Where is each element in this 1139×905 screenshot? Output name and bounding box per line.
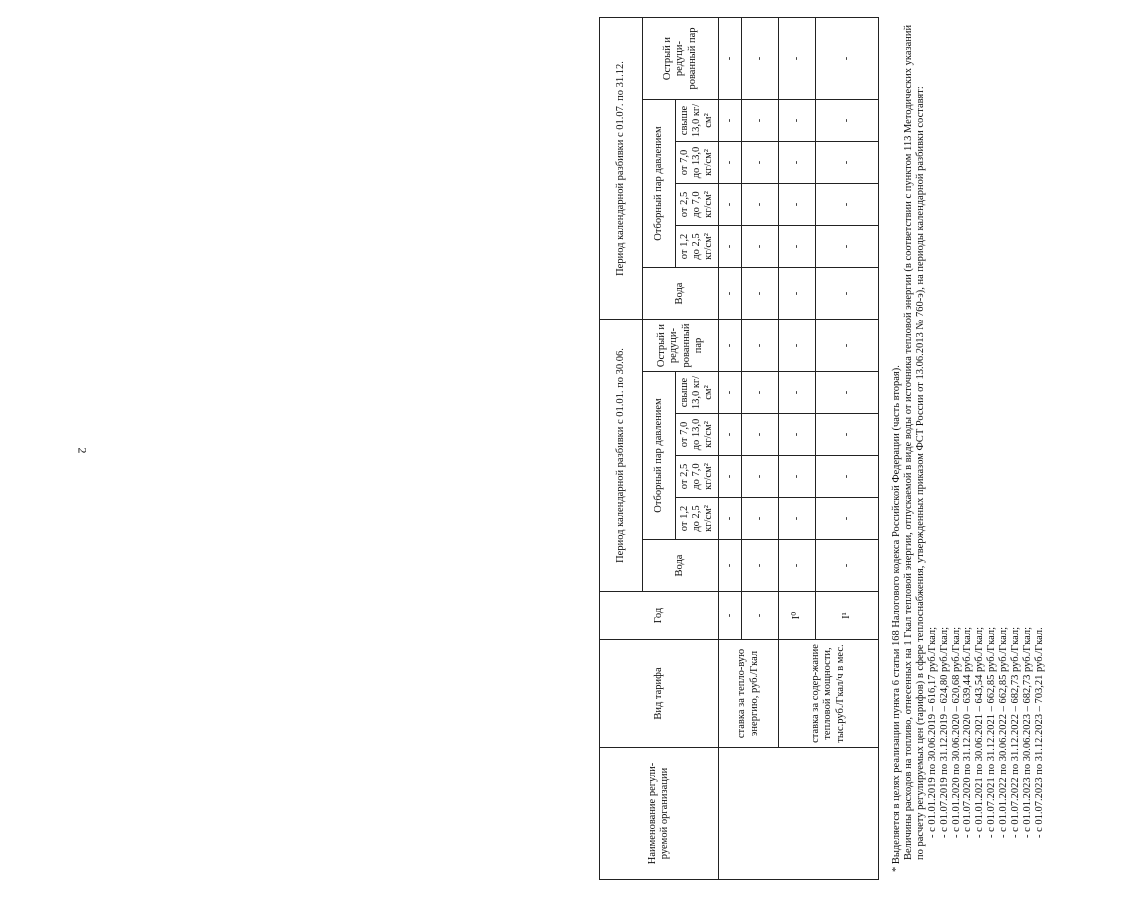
- header-org-name: Наименование регули-руемой организации: [600, 748, 719, 880]
- header-pressure-3: от 7,0 до 13,0 кг/см²: [676, 414, 719, 456]
- org-name-cell: [719, 748, 879, 880]
- header-period-2: Период календарной разбивки с 01.07. по 31.12.: [600, 18, 643, 320]
- list-item: - с 01.07.2019 по 31.12.2019 – 624,80 руб./Гкал;: [938, 626, 950, 838]
- rotated-page-content: [599, 18, 1139, 880]
- value-cell: -: [742, 540, 779, 592]
- header-pressure-1: от 1,2 до 2,5 кг/см²: [676, 226, 719, 268]
- header-pressure-1: от 1,2 до 2,5 кг/см²: [676, 498, 719, 540]
- header-water-2: Вода: [643, 268, 719, 320]
- year-cell: I¹: [816, 592, 879, 640]
- list-item: - с 01.01.2022 по 30.06.2022 – 662,85 руб./Гкал;: [998, 626, 1010, 838]
- value-cell: -: [816, 184, 879, 226]
- list-item: - с 01.01.2021 по 30.06.2021 – 643,54 руб./Гкал;: [974, 626, 986, 838]
- value-cell: -: [719, 184, 742, 226]
- value-cell: -: [816, 268, 879, 320]
- list-item: - с 01.01.2023 по 30.06.2023 – 682,73 руб./Гкал;: [1021, 626, 1033, 838]
- header-pressure-2: от 2,5 до 7,0 кг/см²: [676, 456, 719, 498]
- value-cell: -: [742, 414, 779, 456]
- value-cell: -: [719, 498, 742, 540]
- value-cell: -: [779, 100, 816, 142]
- value-cell: -: [719, 100, 742, 142]
- page-number: 2: [75, 447, 90, 454]
- value-cell: -: [779, 456, 816, 498]
- value-cell: -: [816, 498, 879, 540]
- header-tariff-type: Вид тарифа: [600, 640, 719, 748]
- header-pressure-4: свыше 13,0 кг/см²: [676, 372, 719, 414]
- value-cell: -: [719, 320, 742, 372]
- header-steam-selected-1: Отборный пар давлением: [643, 372, 676, 540]
- year-cell: -: [719, 592, 742, 640]
- value-cell: -: [742, 184, 779, 226]
- table-row: [719, 18, 742, 880]
- value-cell: -: [742, 226, 779, 268]
- fuel-cost-paragraph: Величины расходов на топливо, отнесенных на 1 Гкал тепловой энергии, отпускаемой в виде воды от источника тепловой энергии (в соответствии с пунктом 113 Методических указаний по расчету регулируемых цен (тарифов) в сфере теплоснабжения, утвержденных приказом ФСТ России от 13.06.2013 № 760-э), на периоды календарной разбивки составят:: [902, 24, 926, 860]
- header-water-1: Вода: [643, 540, 719, 592]
- value-cell: -: [816, 372, 879, 414]
- header-year: Год: [600, 592, 719, 640]
- value-cell: -: [719, 372, 742, 414]
- value-cell: -: [779, 142, 816, 184]
- list-item: - с 01.07.2022 по 31.12.2022 – 682,73 руб./Гкал;: [1010, 626, 1022, 838]
- value-cell: -: [719, 456, 742, 498]
- value-cell: -: [816, 456, 879, 498]
- tariff-table: [599, 17, 879, 880]
- footnote: * Выделяется в целях реализации пункта 6 статьи 168 Налогового кодекса Российской Федерации (часть вторая).: [891, 365, 902, 872]
- value-cell: -: [742, 142, 779, 184]
- list-item: - с 01.01.2020 по 30.06.2020 – 620,68 руб./Гкал;: [950, 626, 962, 838]
- header-steam-sharp-2: Острый и редуци-рованный пар: [643, 18, 719, 100]
- value-cell: -: [816, 100, 879, 142]
- value-cell: -: [816, 540, 879, 592]
- value-cell: -: [719, 540, 742, 592]
- value-cell: -: [742, 372, 779, 414]
- value-cell: -: [719, 226, 742, 268]
- value-cell: -: [742, 268, 779, 320]
- year-cell: -: [742, 592, 779, 640]
- header-steam-selected-2: Отборный пар давлением: [643, 100, 676, 268]
- value-cell: -: [719, 142, 742, 184]
- fuel-cost-list: [927, 22, 1046, 872]
- value-cell: -: [779, 184, 816, 226]
- value-cell: -: [742, 498, 779, 540]
- value-cell: -: [816, 414, 879, 456]
- header-period-1: Период календарной разбивки с 01.01. по 30.06.: [600, 320, 643, 592]
- value-cell: -: [779, 226, 816, 268]
- value-cell: -: [742, 320, 779, 372]
- list-item: - с 01.07.2020 по 31.12.2020 – 639,44 руб./Гкал;: [962, 626, 974, 838]
- value-cell: -: [779, 540, 816, 592]
- list-item: - с 01.07.2021 по 31.12.2021 – 662,85 руб./Гкал;: [986, 626, 998, 838]
- value-cell: -: [719, 414, 742, 456]
- header-pressure-3: от 7,0 до 13,0 кг/см²: [676, 142, 719, 184]
- value-cell: -: [779, 320, 816, 372]
- value-cell: -: [742, 18, 779, 100]
- value-cell: -: [779, 414, 816, 456]
- value-cell: -: [742, 100, 779, 142]
- value-cell: -: [742, 456, 779, 498]
- list-item: - с 01.01.2019 по 30.06.2019 – 616,17 руб./Гкал;: [926, 626, 938, 838]
- header-steam-sharp-1: Острый и редуци-рованный пар: [643, 320, 719, 372]
- tariff-type-cell: ставка за тепло-вую энергию, руб./Гкал: [719, 640, 779, 748]
- value-cell: -: [816, 18, 879, 100]
- value-cell: -: [719, 268, 742, 320]
- tariff-type-cell: ставка за содер-жание тепловой мощности, тыс.руб./Гкал/ч в мес.: [779, 640, 879, 748]
- notes-section: [891, 22, 1046, 872]
- value-cell: -: [816, 142, 879, 184]
- value-cell: -: [779, 498, 816, 540]
- header-pressure-4: свыше 13,0 кг/см²: [676, 100, 719, 142]
- value-cell: -: [816, 320, 879, 372]
- value-cell: -: [779, 372, 816, 414]
- header-pressure-2: от 2,5 до 7,0 кг/см²: [676, 184, 719, 226]
- value-cell: -: [779, 268, 816, 320]
- value-cell: -: [816, 226, 879, 268]
- list-item: - с 01.07.2023 по 31.12.2023 – 703,21 руб./Гкал.: [1033, 627, 1045, 838]
- value-cell: -: [779, 18, 816, 100]
- value-cell: -: [719, 18, 742, 100]
- year-cell: I⁰: [779, 592, 816, 640]
